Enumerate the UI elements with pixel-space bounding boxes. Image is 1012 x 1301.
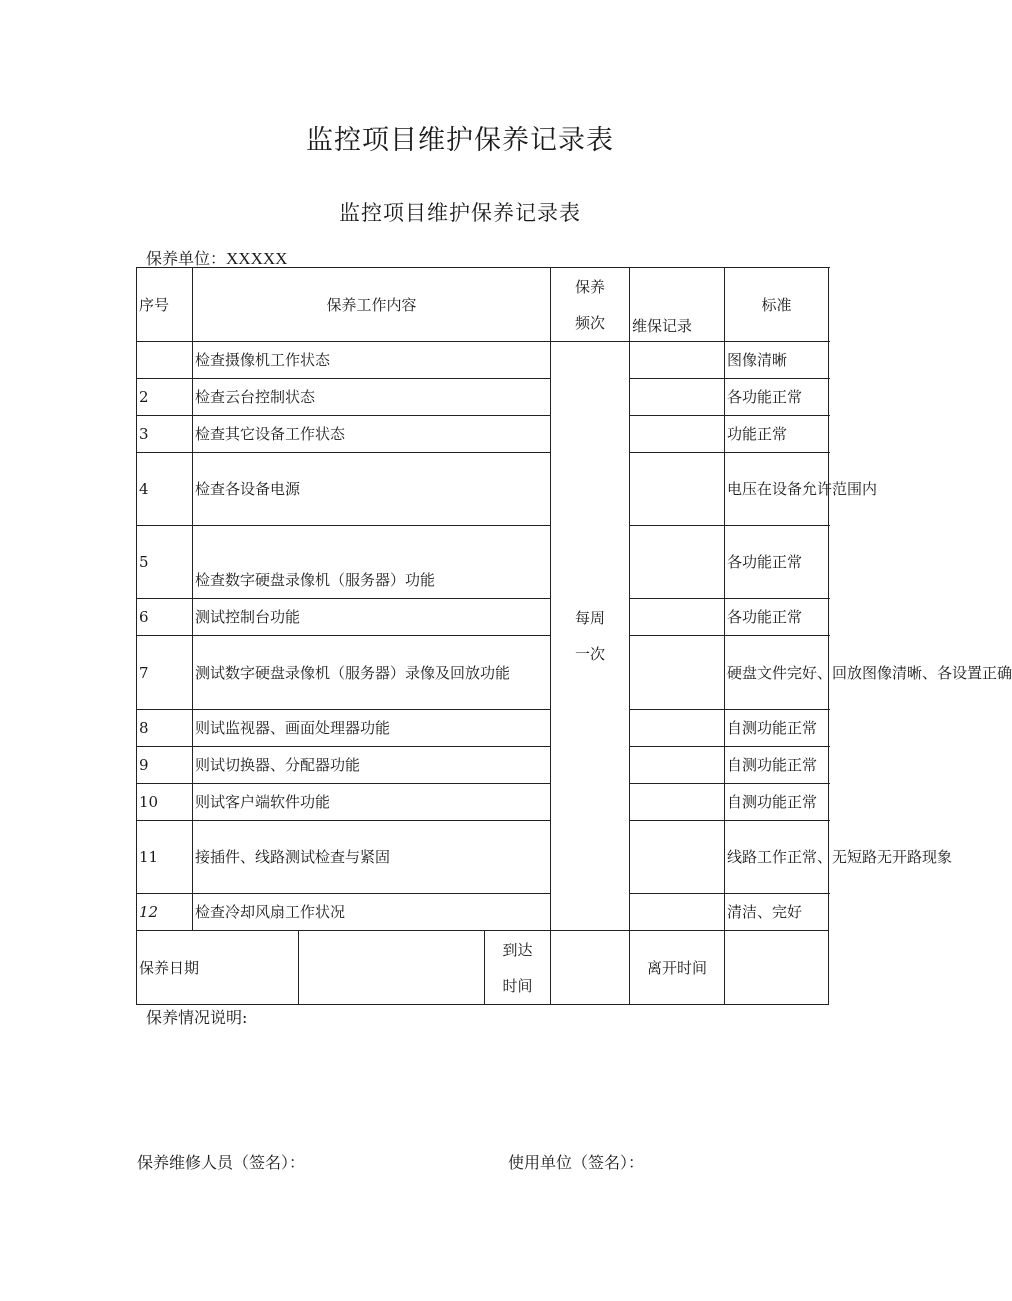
- maintenance-note-label: 保养情况说明:: [146, 1008, 248, 1027]
- maintainer-signature: 保养维修人员（签名）：: [137, 1153, 306, 1172]
- record-cell[interactable]: [630, 526, 725, 599]
- row-content: 则试监视器、画面处理器功能: [193, 710, 551, 747]
- table-row: [137, 784, 829, 821]
- row-seq: 10: [137, 784, 193, 821]
- table-row: [137, 599, 829, 636]
- leave-time-cell[interactable]: [725, 931, 829, 1005]
- row-content: 接插件、线路测试检查与紧固: [193, 821, 551, 894]
- unit-label: 保养单位：: [146, 249, 227, 268]
- row-seq: 12: [137, 894, 193, 931]
- unit-value: XXXXX: [226, 249, 288, 268]
- table-row: [137, 636, 829, 710]
- row-seq: 4: [137, 453, 193, 526]
- row-content: 检查数字硬盘录像机（服务器）功能: [193, 526, 551, 599]
- row-standard: 图像清晰: [725, 342, 829, 379]
- table-footer-row: [137, 931, 829, 1005]
- record-cell[interactable]: [630, 821, 725, 894]
- arrive-time-cell[interactable]: [551, 931, 630, 1005]
- row-content: 则试切换器、分配器功能: [193, 747, 551, 784]
- row-content: 测试控制台功能: [193, 599, 551, 636]
- record-cell[interactable]: [630, 710, 725, 747]
- header-content: 保养工作内容: [193, 268, 551, 342]
- record-cell[interactable]: [630, 342, 725, 379]
- row-seq: 7: [137, 636, 193, 710]
- table-title: 监控项目维护保养记录表: [339, 201, 581, 225]
- record-cell[interactable]: [630, 894, 725, 931]
- row-seq: 5: [137, 526, 193, 599]
- arrive-label-line1: 到达: [502, 940, 533, 959]
- row-seq: [137, 342, 193, 379]
- header-frequency-line1: 保养: [574, 277, 605, 296]
- header-frequency: [551, 268, 630, 342]
- header-frequency-line2: 频次: [574, 313, 605, 332]
- document-title: 监控项目维护保养记录表: [306, 125, 614, 156]
- table-header-row: [137, 268, 829, 342]
- row-standard: 自测功能正常: [725, 747, 829, 784]
- row-standard: 各功能正常: [725, 526, 829, 599]
- table-row: [137, 453, 829, 526]
- frequency-cell: [551, 342, 630, 931]
- header-seq: 序号: [137, 268, 193, 342]
- table-row: [137, 747, 829, 784]
- row-seq: 8: [137, 710, 193, 747]
- record-cell[interactable]: [630, 599, 725, 636]
- maintenance-table: [136, 267, 1012, 1005]
- row-content: 检查各设备电源: [193, 453, 551, 526]
- record-cell[interactable]: [630, 747, 725, 784]
- record-cell[interactable]: [630, 416, 725, 453]
- record-cell[interactable]: [630, 453, 725, 526]
- frequency-line1: 每周: [574, 609, 605, 627]
- table-row: [137, 342, 829, 379]
- header-record: 维保记录: [630, 268, 725, 342]
- leave-label: 离开时间: [630, 931, 725, 1005]
- record-cell[interactable]: [630, 784, 725, 821]
- row-standard: 线路工作正常、无短路无开路现象: [725, 821, 829, 894]
- arrive-label: [485, 931, 551, 1005]
- row-content: 则试客户端软件功能: [193, 784, 551, 821]
- table-row: [137, 821, 829, 894]
- row-standard: 各功能正常: [725, 599, 829, 636]
- date-value-cell[interactable]: [299, 931, 485, 1005]
- table-row: [137, 710, 829, 747]
- arrive-label-line2: 时间: [502, 976, 533, 995]
- row-content: 检查云台控制状态: [193, 379, 551, 416]
- row-seq: 11: [137, 821, 193, 894]
- table-row: [137, 526, 829, 599]
- row-content: 检查冷却风扇工作状况: [193, 894, 551, 931]
- record-cell[interactable]: [630, 379, 725, 416]
- row-standard: 电压在设备允许范围内: [725, 453, 829, 526]
- table-row: [137, 894, 829, 931]
- header-standard: 标准: [725, 268, 829, 342]
- row-seq: 3: [137, 416, 193, 453]
- row-standard: 各功能正常: [725, 379, 829, 416]
- record-cell[interactable]: [630, 636, 725, 710]
- table-row: [137, 379, 829, 416]
- row-seq: 2: [137, 379, 193, 416]
- row-standard: 硬盘文件完好、回放图像清晰、各设置正确: [725, 636, 829, 710]
- row-content: 测试数字硬盘录像机（服务器）录像及回放功能: [193, 636, 551, 710]
- maintenance-unit: [146, 246, 287, 269]
- row-content: 检查摄像机工作状态: [193, 342, 551, 379]
- row-seq: 6: [137, 599, 193, 636]
- row-seq: 9: [137, 747, 193, 784]
- row-standard: 自测功能正常: [725, 784, 829, 821]
- row-content: 检查其它设备工作状态: [193, 416, 551, 453]
- user-unit-signature: 使用单位（签名）：: [508, 1153, 645, 1172]
- row-standard: 自测功能正常: [725, 710, 829, 747]
- table-row: [137, 416, 829, 453]
- row-standard: 清洁、完好: [725, 894, 829, 931]
- frequency-line2: 一次: [574, 645, 605, 663]
- row-standard: 功能正常: [725, 416, 829, 453]
- date-label: 保养日期: [137, 931, 299, 1005]
